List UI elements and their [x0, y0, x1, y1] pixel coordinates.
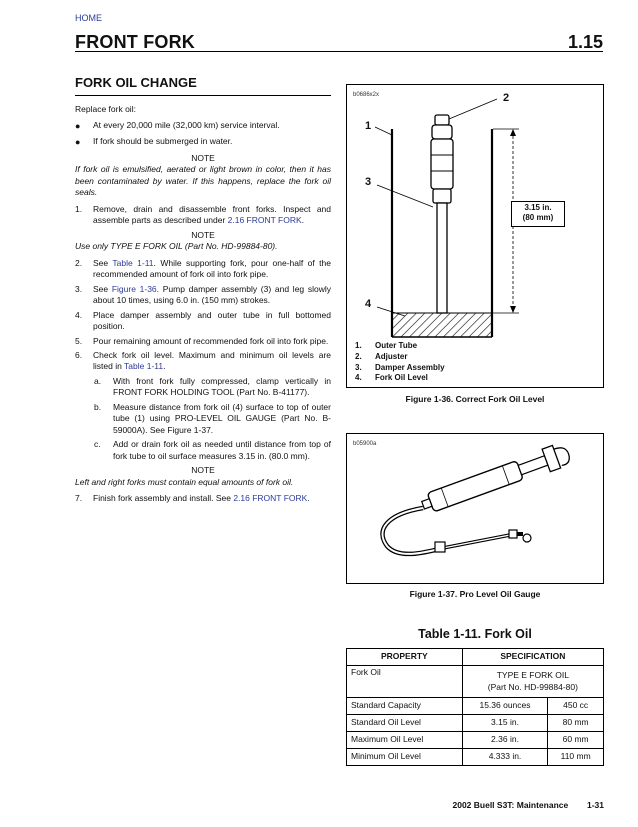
- legend-label: Damper Assembly: [375, 362, 445, 372]
- step-text: Check fork oil level. Maximum and minimum oil levels are listed in: [93, 349, 331, 372]
- title-row: [75, 30, 603, 52]
- table-cell-imperial: 4.333 in.: [462, 749, 548, 766]
- callout-2: 2: [503, 92, 510, 104]
- table-row: [347, 715, 604, 732]
- legend-item: [355, 352, 595, 363]
- damper-rod: [437, 203, 447, 313]
- table-cell-imperial: 3.15 in.: [462, 715, 548, 732]
- table-cell-metric: 80 mm: [548, 715, 604, 732]
- table-title: Table 1-11. Fork Oil: [418, 627, 532, 641]
- gauge-syringe: [419, 441, 572, 516]
- table-row: [347, 749, 604, 766]
- figure-code: b0686x2x: [353, 92, 380, 98]
- callout-4: 4: [365, 298, 372, 310]
- substep-text: Measure distance from fork oil (4) surface to top of outer tube (1) using PRO-LEVEL OIL GAUGE (Part No. B-59000A). See Figure 1-37.: [113, 401, 331, 435]
- step-number: 4.: [75, 309, 83, 320]
- table-row: [347, 698, 604, 715]
- table-header-row: [347, 649, 604, 666]
- legend-number: 3.: [355, 362, 362, 372]
- table-row: [347, 666, 604, 698]
- table-cell-label: Standard Capacity: [347, 698, 463, 715]
- substep-a: [75, 376, 331, 399]
- bullet-icon: ●: [75, 137, 81, 148]
- bullet-icon: ●: [75, 121, 81, 132]
- figure-legend: [355, 341, 595, 384]
- table-cell-metric: 450 cc: [548, 698, 604, 715]
- legend-number: 4.: [355, 373, 362, 383]
- table-cell-label: Standard Oil Level: [347, 715, 463, 732]
- bullet-text: At every 20,000 mile (32,000 km) service interval.: [93, 120, 280, 131]
- substep-text: Add or drain fork oil as needed until distance from top of fork tube to oil surface measures 3.15 in. (80.0 mm).: [113, 439, 331, 461]
- legend-number: 2.: [355, 351, 362, 361]
- table-link[interactable]: Table 1-11: [124, 361, 164, 372]
- substep-c: [75, 439, 331, 462]
- step-text: . Pump damper assembly (3) and leg slowly about 10 times, using 6.0 in. (150 mm) strokes.: [93, 283, 332, 306]
- legend-item: [355, 373, 595, 384]
- intro-text: Replace fork oil:: [75, 103, 136, 114]
- table-cell-label: Minimum Oil Level: [347, 749, 463, 766]
- section-heading: FORK OIL CHANGE: [75, 74, 331, 96]
- section-number: 1.15: [567, 32, 603, 52]
- callout-1: 1: [365, 120, 372, 132]
- fork-oil-table: [346, 648, 604, 766]
- fork-oil-type: TYPE E FORK OIL: [496, 670, 569, 681]
- step-text-end: .: [163, 361, 166, 372]
- table-cell-imperial: 2.36 in.: [462, 732, 548, 749]
- step-7: [75, 493, 331, 504]
- dimension-imperial: 3.15 in.: [524, 203, 552, 212]
- step-text: Pour remaining amount of recommended fork oil into fork pipe.: [93, 335, 329, 346]
- fork-oil-fill: [393, 313, 491, 337]
- step-text: Remove, drain and disassemble front forks. Inspect and assemble parts as described under: [93, 203, 331, 226]
- table-cell-label: Fork Oil: [347, 666, 463, 698]
- specification-header: SPECIFICATION: [462, 649, 603, 666]
- step-number: 1.: [75, 203, 83, 214]
- figure-1-37: [346, 433, 604, 584]
- substep-text: With front fork fully compressed, clamp vertically in FRONT FORK HOLDING TOOL (Part No. B-41177).: [113, 375, 331, 398]
- fork-oil-part-number: (Part No. HD-99884-80): [487, 681, 578, 692]
- legend-label: Fork Oil Level: [375, 373, 428, 383]
- callout-3: 3: [365, 176, 372, 188]
- step-text: Place damper assembly and outer tube in full bottomed position.: [93, 309, 331, 332]
- table-row: [347, 732, 604, 749]
- table-cell-value: [462, 666, 603, 698]
- step-number: 7.: [75, 493, 83, 504]
- step-6: [75, 350, 331, 373]
- gauge-hose: [383, 508, 444, 554]
- dimension-label: [511, 201, 565, 227]
- table-cell-imperial: 15.36 ounces: [462, 698, 548, 715]
- step-1: [75, 204, 331, 227]
- table-cell-metric: 60 mm: [548, 732, 604, 749]
- step-3: [75, 284, 331, 307]
- substep-letter: a.: [94, 375, 102, 386]
- substep-letter: c.: [94, 439, 101, 450]
- procedure-column: [75, 74, 331, 508]
- step-number: 5.: [75, 335, 83, 346]
- legend-item: [355, 341, 595, 352]
- step-5: [75, 336, 331, 347]
- legend-label: Outer Tube: [375, 341, 418, 350]
- step-text: See: [93, 283, 112, 294]
- step-text: See: [93, 257, 113, 268]
- adjuster-cap: [435, 115, 449, 125]
- figure-1-36-caption: Figure 1-36. Correct Fork Oil Level: [405, 394, 545, 404]
- property-header: PROPERTY: [347, 649, 463, 666]
- home-link[interactable]: HOME: [75, 13, 102, 23]
- note-label: NOTE: [191, 229, 215, 240]
- dimension-metric: (80 mm): [522, 213, 554, 223]
- bullet-item: [75, 136, 331, 147]
- step-text-end: .: [307, 493, 310, 504]
- page-footer: [452, 800, 604, 811]
- front-fork-link[interactable]: 2.16 FRONT FORK: [227, 215, 302, 226]
- figure-link[interactable]: Figure 1-36: [111, 283, 157, 294]
- figure-code: b05900a: [353, 441, 377, 447]
- legend-item: [355, 363, 595, 374]
- step-2: [75, 258, 331, 281]
- note-text: Left and right forks must contain equal amounts of fork oil.: [75, 476, 294, 487]
- page-number: 1-31: [586, 800, 604, 810]
- adjuster: [432, 125, 452, 139]
- figure-1-37-caption: Figure 1-37. Pro Level Oil Gauge: [409, 589, 541, 599]
- step-number: 6.: [75, 349, 83, 360]
- note-label: NOTE: [191, 152, 215, 163]
- table-cell-metric: 110 mm: [548, 749, 604, 766]
- step-text: . While supporting fork, pour one-half of the recommended amount of fork oil into fork pipe.: [93, 257, 331, 280]
- note-label: NOTE: [191, 465, 215, 476]
- step-number: 2.: [75, 257, 83, 268]
- substep-b: [75, 402, 331, 436]
- chapter-title: FRONT FORK: [75, 32, 195, 52]
- legend-label: Adjuster: [375, 351, 408, 361]
- substep-letter: b.: [94, 401, 102, 412]
- note-text: Use only TYPE E FORK OIL (Part No. HD-99884-80).: [75, 241, 278, 252]
- legend-number: 1.: [355, 341, 362, 350]
- step-text: Finish fork assembly and install. See: [93, 493, 234, 504]
- damper-body: [431, 139, 453, 189]
- step-text-end: .: [301, 215, 305, 226]
- step-number: 3.: [75, 283, 83, 294]
- table-link[interactable]: Table 1-11: [112, 257, 154, 268]
- front-fork-link[interactable]: 2.16 FRONT FORK: [233, 493, 308, 504]
- bullet-text: If fork should be submerged in water.: [93, 136, 233, 147]
- footer-text: 2002 Buell S3T: Maintenance: [452, 800, 569, 810]
- bullet-item: [75, 120, 331, 131]
- note-text: If fork oil is emulsified, aerated or light brown in color, then it has been contaminated by water. If this happens, replace the fork oil seals.: [75, 164, 331, 198]
- step-4: [75, 310, 331, 333]
- oil-gauge-diagram: [347, 434, 605, 585]
- table-cell-label: Maximum Oil Level: [347, 732, 463, 749]
